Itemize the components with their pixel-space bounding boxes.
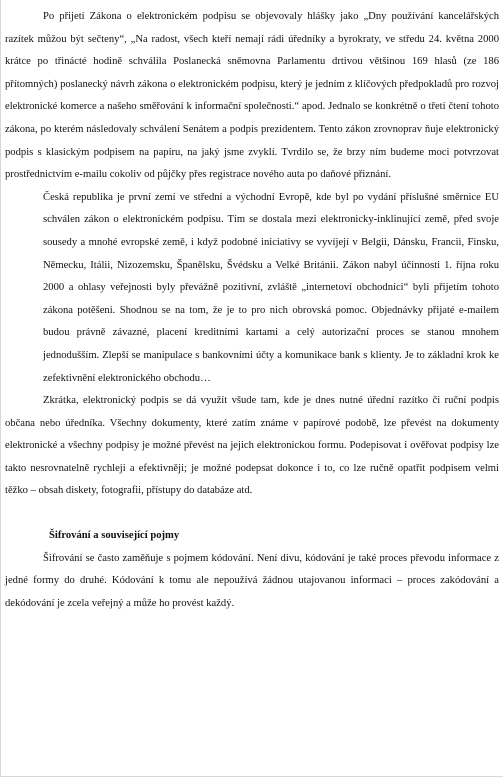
document-body (5, 6, 499, 615)
paragraph-summary: Zkrátka, elektronický podpis se dá využít všude tam, kde je dnes nutné úřední razítko či ruční podpis občana nebo úředníka. Všechny dokumenty, které zatím známe v papírové podobě, lze převést na dokumenty elektronické a všechny podpisy je možné převést na jejich elektronickou formu. Podepisovat i ověřovat podpisy lze takto nesrovnatelně rychleji a efektivněji; je možné podepsat dokonce i to, co lze ručně opatřit podpisem velmi těžko – obsah diskety, fotografii, přístupy do databáze atd. (5, 395, 499, 497)
paragraph-intro: Po přijetí Zákona o elektronickém podpisu se objevovaly hlášky jako „Dny používání kancelářských razítek můžou být sečteny“, „Na radost, všech kteří nemají rádi úředníky a byrokraty, ve středu 24. května 2000 krátce po třinácté hodině schválila Poslanecká sněmovna Parlamentu drtivou většinou 169 hlasů (ze 186 přítomných) poslanecký návrh zákona o elektronickém podpisu, který je jedním z klíčových předpokladů pro rozvoj elektronické komerce a našeho směřování k informační společnosti.“ apod. Jednalo se konkrétně o třetí čtení tohoto zákona, po kterém následovaly schválení Senátem a podpis prezidentem. Tento zákon zrovnoprav ňuje elektronický podpis s klasickým podpisem na papíru, na jaký jsme zvyklí. Tvrdilo se, že brzy ním budeme moci potvrzovat prostřednictvím e-mailu cokoliv od půjčky přes registrace nového auta po daňové přiznání. (5, 11, 499, 181)
paragraph-encryption: Šifrování se často zaměňuje s pojmem kódování. Není divu, kódování je také proces převodu informace z jedné formy do druhé. Kódování k tomu ale nepoužívá žádnou utajovanou informaci – proces zakódování a dekódování je zcela veřejný a může ho provést každý. (5, 552, 499, 609)
section-heading: Šifrování a související pojmy (49, 530, 180, 542)
paragraph-czech-republic: Česká republika je první zemí ve střední a východní Evropě, kde byl po vydání příslušné směrnice EU schválen zákon o elektronickém podpisu. Tím se dostala mezi elektronicky-inklinující země, před svoje sousedy a mnohé evropské země, i když podobné iniciativy se vyvíjejí v Belgii, Dánsku, Francii, Finsku, Německu, Itálii, Nizozemsku, Španělsku, Švédsku a Velké Británii. Zákon nabyl účinnosti 1. října roku 2000 a ohlasy veřejnosti byly převážně pozitivní, zvláště „internetoví obchodníci“ byli přijetím tohoto zákona potěšeni. Shodnou se na tom, že je to pro nich obrovská pomoc. Objednávky přijaté e-mailem budou právně závazné, placení kreditními kartami a celý autorizační proces se stanou mnohem jednodušším. Zlepší se manipulace s bankovními účty a komunikace bank s klienty. Je to základní krok ke zefektivnění elektronického obchodu… (43, 191, 499, 384)
